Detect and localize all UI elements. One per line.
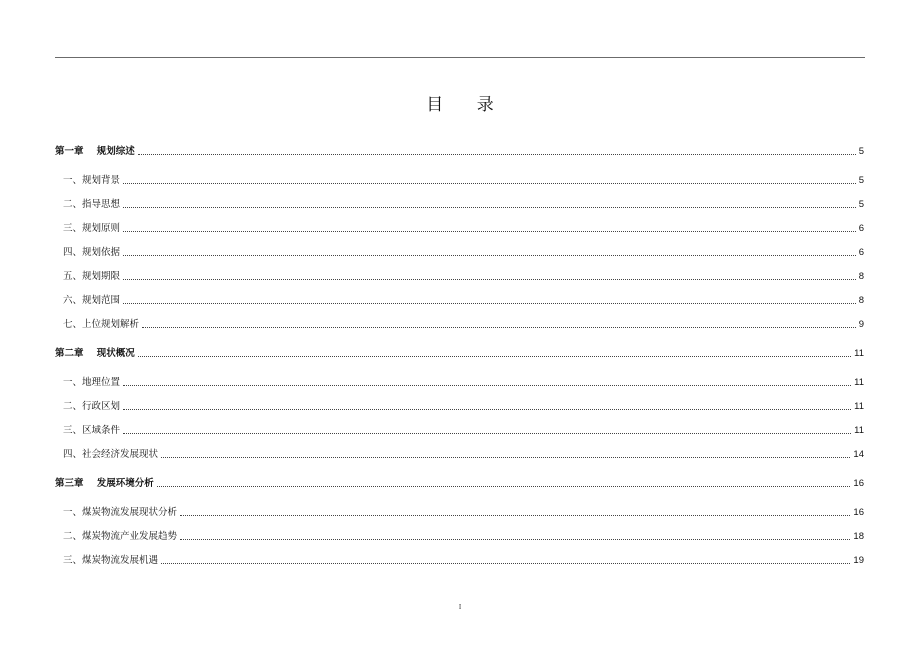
toc-entry-label: 一、规划背景 (63, 175, 121, 186)
toc-entry-label: 第二章 现状概况 (55, 348, 135, 359)
toc-entry-chapter[interactable] (55, 144, 864, 158)
toc-entry-page: 6 (858, 223, 864, 234)
toc-entry-label: 四、社会经济发展现状 (63, 449, 159, 460)
toc-entry-label: 六、规划范围 (63, 295, 121, 306)
toc-entry-label: 三、规划原则 (63, 223, 121, 234)
toc-leader-dots (157, 486, 851, 487)
toc-leader-dots (161, 457, 850, 458)
toc-entry-section[interactable] (55, 197, 864, 211)
toc-entry-page: 5 (858, 175, 864, 186)
toc-entry-page: 8 (858, 271, 864, 282)
toc-entry-chapter[interactable] (55, 476, 864, 490)
toc-entry-page: 19 (853, 555, 864, 566)
toc-entry-section[interactable] (55, 317, 864, 331)
toc-leader-dots (180, 515, 850, 516)
toc-entry-section[interactable] (55, 221, 864, 235)
header-rule (55, 57, 865, 58)
toc-leader-dots (123, 303, 856, 304)
toc-leader-dots (123, 279, 856, 280)
toc-entry-label: 第三章 发展环境分析 (55, 478, 154, 489)
toc-entry-label: 二、行政区划 (63, 401, 121, 412)
toc-entry-section[interactable] (55, 529, 864, 543)
toc-entry-section[interactable] (55, 245, 864, 259)
toc-leader-dots (123, 433, 851, 434)
toc-entry-label: 五、规划期限 (63, 271, 121, 282)
toc-entry-label: 四、规划依据 (63, 247, 121, 258)
toc-entry-section[interactable] (55, 553, 864, 567)
toc-entry-page: 9 (858, 319, 864, 330)
toc-entry-page: 16 (853, 507, 864, 518)
toc-leader-dots (123, 207, 856, 208)
toc-leader-dots (161, 563, 850, 564)
toc-entry-label: 二、指导思想 (63, 199, 121, 210)
toc-entry-page: 6 (858, 247, 864, 258)
toc-entry-label: 三、区域条件 (63, 425, 121, 436)
toc-leader-dots (138, 154, 856, 155)
toc-entry-page: 11 (854, 377, 864, 388)
toc-entry-page: 14 (853, 449, 864, 460)
toc-entry-page: 8 (858, 295, 864, 306)
footer-page-number: I (458, 603, 462, 611)
toc-entry-section[interactable] (55, 293, 864, 307)
toc-entry-page: 5 (858, 146, 864, 157)
toc-entry-section[interactable] (55, 423, 864, 437)
toc-entry-page: 5 (858, 199, 864, 210)
toc-leader-dots (138, 356, 851, 357)
toc-entry-chapter[interactable] (55, 346, 864, 360)
toc-entry-page: 11 (854, 401, 864, 412)
toc-entry-label: 三、煤炭物流发展机遇 (63, 555, 159, 566)
toc-entry-section[interactable] (55, 399, 864, 413)
toc-entry-label: 第一章 规划综述 (55, 146, 135, 157)
toc-entry-section[interactable] (55, 447, 864, 461)
toc-leader-dots (123, 183, 856, 184)
toc-leader-dots (123, 255, 856, 256)
toc-entry-section[interactable] (55, 505, 864, 519)
toc-entry-section[interactable] (55, 269, 864, 283)
toc-entry-page: 11 (854, 425, 864, 436)
toc-entry-section[interactable] (55, 375, 864, 389)
toc-entry-page: 18 (853, 531, 864, 542)
toc-leader-dots (123, 409, 851, 410)
toc-entry-section[interactable] (55, 173, 864, 187)
toc-entry-page: 16 (853, 478, 864, 489)
toc-entry-label: 七、上位规划解析 (63, 319, 140, 330)
toc-leader-dots (123, 231, 856, 232)
toc-entry-label: 二、煤炭物流产业发展趋势 (63, 531, 178, 542)
toc-entry-page: 11 (854, 348, 864, 359)
toc-leader-dots (123, 385, 851, 386)
toc-entry-label: 一、煤炭物流发展现状分析 (63, 507, 178, 518)
page-title: 目 录 (426, 95, 508, 115)
toc-entry-label: 一、地理位置 (63, 377, 121, 388)
toc-leader-dots (142, 327, 856, 328)
toc-leader-dots (180, 539, 850, 540)
